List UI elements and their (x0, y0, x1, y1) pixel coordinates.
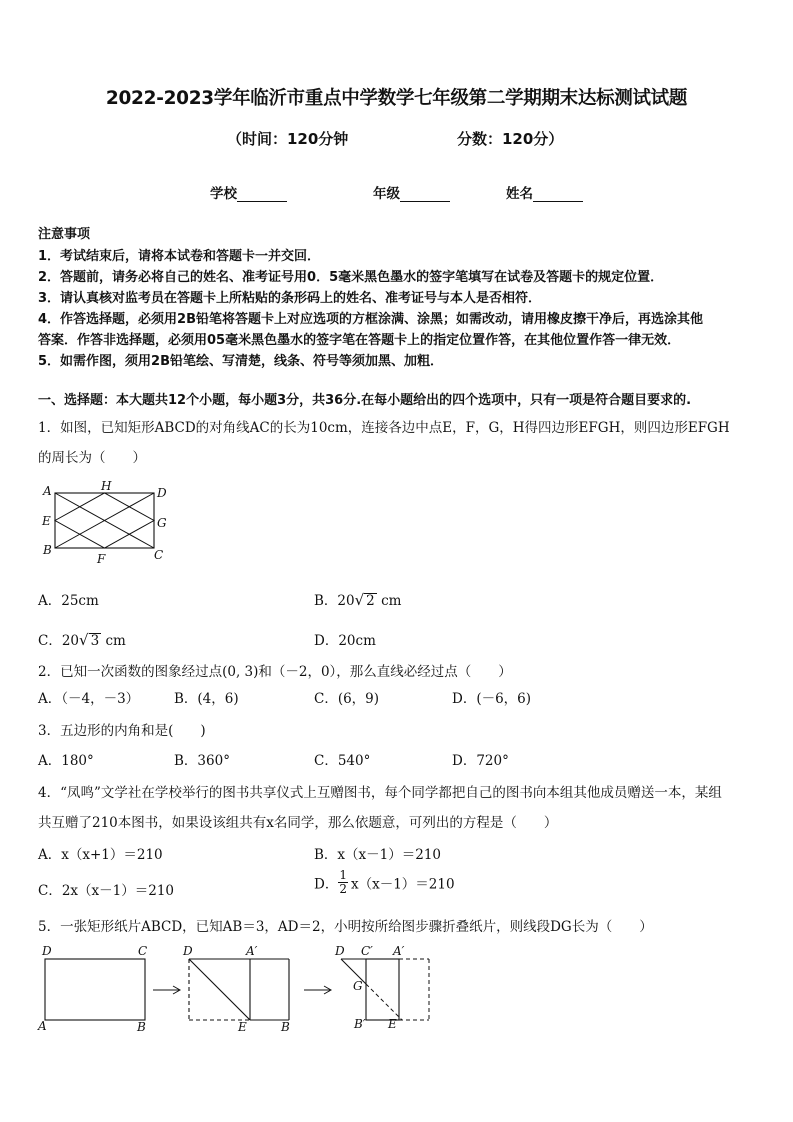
notes-heading: 注意事项 (38, 227, 91, 242)
q5-fig3-label-a-prime: A′ (393, 944, 405, 958)
q2-option-a[interactable]: A．（－4，－3） (38, 691, 140, 707)
q5-fig1-label-b: B (137, 1020, 146, 1034)
school-blank (237, 187, 287, 202)
name-field (506, 182, 583, 202)
arrow-icon (304, 986, 331, 994)
grade-field (373, 182, 450, 202)
q4-stem-line1: 4．“凤鸣”文学社在学校举行的图书共享仪式上互赠图书，每个同学都把自己的图书向本组其他成员赠送一本，某组 (38, 785, 722, 801)
q4-option-d-rest: x（x－1）＝210 (350, 876, 455, 893)
q5-fig3-label-d: D (335, 944, 345, 958)
q3-option-d[interactable]: D．720° (452, 753, 509, 769)
q1-option-c-radicand: 3 (90, 633, 100, 649)
q2-option-d[interactable]: D．(－6，6) (452, 691, 532, 707)
note-item: 答案．作答非选择题，必须用05毫米黑色墨水的签字笔在答题卡上的指定位置作答，在其他位置作答一律无效． (38, 333, 681, 348)
exam-score: 分数：120分） (457, 130, 564, 148)
q1-label-e: E (42, 514, 51, 528)
q1-option-c[interactable]: C．20√ 3 cm (38, 631, 126, 649)
q2-option-c[interactable]: C．(6，9) (314, 691, 380, 707)
q5-fig3-label-g: G (353, 979, 363, 993)
q4-stem-line2: 共互赠了210本图书，如果设该组共有x名同学，那么依题意，可列出的方程是（ ） (38, 815, 558, 831)
q4-option-d-prefix: D． (314, 876, 339, 893)
q1-stem-line2: 的周长为（ ） (38, 450, 146, 466)
q5-fig3-label-c-prime: C′ (361, 944, 373, 958)
grade-label: 年级 (373, 186, 400, 202)
q1-label-c: C (154, 548, 164, 562)
q5-fig1-label-c: C (138, 944, 148, 958)
q5-fig2-label-e: E (238, 1020, 247, 1034)
school-field (210, 182, 287, 202)
note-item: 5．如需作图，须用2B铅笔绘、写清楚，线条、符号等须加黑、加粗． (38, 354, 443, 369)
q1-option-d[interactable]: D．20cm (314, 633, 376, 649)
q5-fig3-label-e: E (388, 1017, 397, 1031)
q3-option-a[interactable]: A．180° (38, 753, 94, 769)
q5-fig1-label-d: D (42, 944, 52, 958)
q1-label-d: D (157, 486, 167, 500)
q1-label-f: F (97, 552, 106, 566)
q1-option-c-prefix: C．20 (38, 633, 80, 649)
q1-option-b[interactable]: B．20√ 2 cm (314, 591, 402, 609)
q5-stem: 5．一张矩形纸片ABCD，已知AB＝3，AD＝2，小明按所给图步骤折叠纸片，则线段DG长为（ ） (38, 919, 653, 935)
q1-rectangle-figure (38, 478, 173, 566)
fraction-numerator: 1 (339, 868, 347, 882)
arrow-icon (153, 986, 180, 994)
q4-option-a[interactable]: A．x（x+1）＝210 (38, 847, 163, 863)
q1-option-b-radicand: 2 (366, 593, 375, 609)
q1-option-c-unit: cm (105, 633, 126, 649)
q4-option-d-fraction (338, 869, 348, 896)
q1-label-a: A (43, 484, 52, 498)
note-item: 4．作答选择题，必须用2B铅笔将答题卡上对应选项的方框涂满、涂黑；如需改动，请用橡皮擦干净后，再选涂其他 (38, 312, 704, 327)
school-label: 学校 (210, 186, 237, 202)
q1-option-b-prefix: B．20 (314, 593, 355, 609)
q4-option-c[interactable]: C．2x（x－1）＝210 (38, 883, 175, 899)
q5-fig1-label-a: A (38, 1019, 47, 1033)
note-item: 2．答题前，请务必将自己的姓名、准考证号用0．5毫米黑色墨水的签字笔填写在试卷及答题卡的规定位置． (38, 270, 664, 285)
q5-fig2-label-d: D (183, 944, 193, 958)
note-item: 3．请认真核对监考员在答题卡上所粘贴的条形码上的姓名、准考证号与本人是否相符． (38, 291, 542, 306)
q2-stem: 2．已知一次函数的图象经过点(0, 3)和（－2，0），那么直线必经过点（ ） (38, 664, 512, 680)
exam-time: （时间：120分钟 (227, 130, 349, 148)
q5-fig2-label-a-prime: A′ (246, 944, 258, 958)
q2-option-b[interactable]: B．(4，6) (174, 691, 239, 707)
q4-option-b[interactable]: B．x（x－1）＝210 (314, 847, 442, 863)
grade-blank (400, 187, 450, 202)
q3-stem: 3．五边形的内角和是( ) (38, 723, 206, 739)
q4-option-d[interactable] (314, 869, 455, 896)
q1-label-b: B (43, 543, 52, 557)
q1-option-b-unit: cm (381, 593, 402, 609)
q3-option-b[interactable]: B．360° (174, 753, 230, 769)
exam-title: 2022-2023学年临沂市重点中学数学七年级第二学期期末达标测试试题 (105, 88, 688, 109)
q1-stem-line1: 1．如图，已知矩形ABCD的对角线AC的长为10cm，连接各边中点E，F，G，H得四边形EFGH，则四边形EFGH (38, 420, 730, 436)
name-blank (533, 187, 583, 202)
q5-folding-figure (36, 940, 436, 1035)
note-item: 1．考试结束后，请将本试卷和答题卡一并交回． (38, 249, 321, 264)
section-heading: 一、选择题：本大题共12个小题，每小题3分，共36分.在每小题给出的四个选项中，只有一项是符合题目要求的. (38, 393, 692, 408)
q1-label-h: H (101, 479, 112, 493)
name-label: 姓名 (506, 186, 533, 202)
q1-option-a[interactable]: A．25cm (38, 593, 99, 609)
q5-fig2-label-b: B (281, 1020, 290, 1034)
q1-label-g: G (157, 516, 167, 530)
q5-fig3-label-b-prime: B′ (354, 1017, 366, 1031)
q3-option-c[interactable]: C．540° (314, 753, 371, 769)
fraction-denominator: 2 (339, 882, 347, 896)
